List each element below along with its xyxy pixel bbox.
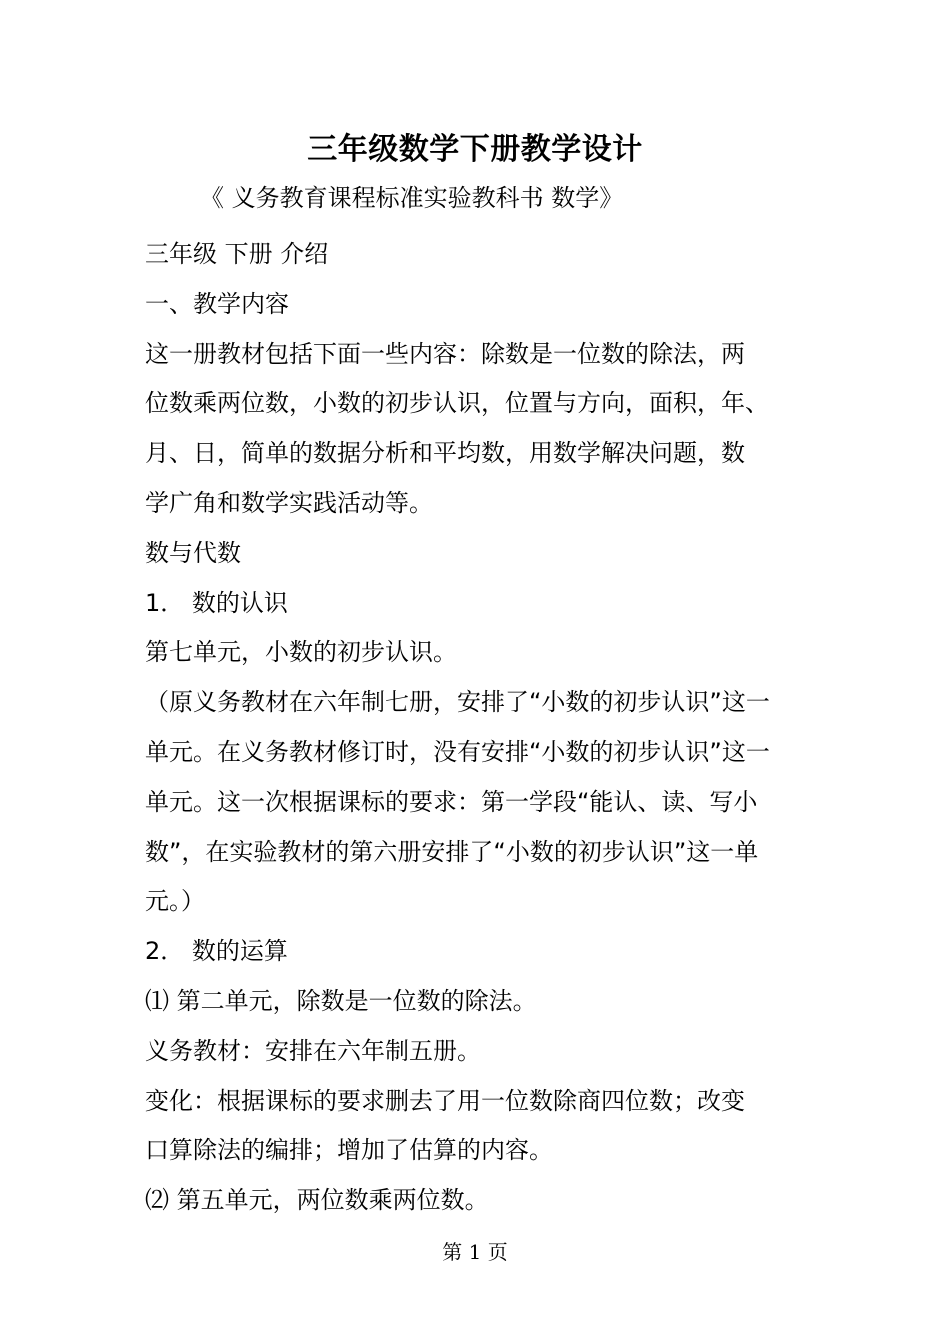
paragraph-line: 元。） bbox=[145, 887, 205, 916]
list-item: ⑴ 第二单元，除数是一位数的除法。 bbox=[145, 986, 537, 1015]
paragraph-line: 单元。这一次根据课标的要求：第一学段“能认、读、写小 bbox=[145, 787, 758, 816]
section-heading-content: 一、教学内容 bbox=[145, 289, 289, 318]
document-title: 三年级数学下册教学设计 bbox=[307, 132, 643, 167]
paragraph-line: 第七单元，小数的初步认识。 bbox=[145, 638, 457, 667]
section-heading-grade: 三年级 下册 介绍 bbox=[145, 240, 329, 268]
subsection-heading-number-recognition: 1． 数的认识 bbox=[145, 588, 288, 617]
paragraph-line: 这一册教材包括下面一些内容：除数是一位数的除法，两 bbox=[145, 339, 745, 368]
paragraph-line: 单元。在义务教材修订时，没有安排“小数的初步认识”这一 bbox=[145, 737, 770, 766]
section-heading-number-algebra: 数与代数 bbox=[145, 538, 241, 567]
paragraph-line: 位数乘两位数，小数的初步认识，位置与方向，面积，年、 bbox=[145, 389, 769, 418]
list-item: ⑵ 第五单元，两位数乘两位数。 bbox=[145, 1186, 489, 1215]
paragraph-line: 变化：根据课标的要求删去了用一位数除商四位数；改变 bbox=[145, 1086, 745, 1115]
document-subtitle: 《 义务教育课程标准实验教科书 数学》 bbox=[200, 184, 624, 212]
paragraph-line: 月、日，简单的数据分析和平均数，用数学解决问题，数 bbox=[145, 439, 745, 468]
paragraph-line: 义务教材：安排在六年制五册。 bbox=[145, 1036, 481, 1065]
document-body bbox=[145, 230, 810, 1226]
paragraph-line: 学广角和数学实践活动等。 bbox=[145, 488, 433, 517]
paragraph-line: （原义务教材在六年制七册，安排了“小数的初步认识”这一 bbox=[145, 688, 770, 717]
paragraph-line: 数”，在实验教材的第六册安排了“小数的初步认识”这一单 bbox=[145, 837, 759, 866]
paragraph-line: 口算除法的编排；增加了估算的内容。 bbox=[145, 1136, 553, 1165]
subsection-heading-number-operations: 2． 数的运算 bbox=[145, 937, 288, 966]
page-number-footer: 第 1 页 bbox=[442, 1240, 508, 1264]
